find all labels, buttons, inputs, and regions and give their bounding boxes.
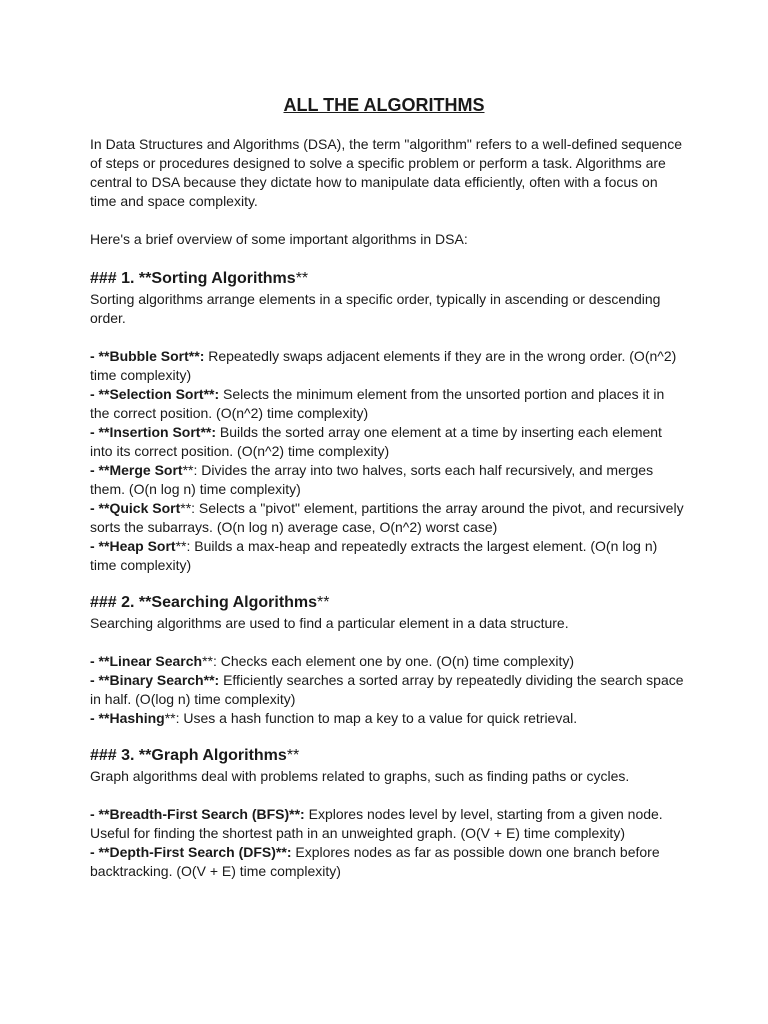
- heading-name: Sorting Algorithms: [151, 270, 296, 287]
- item-marker-close: **:: [164, 710, 180, 726]
- algorithm-description: Builds a max-heap and repeatedly extracts the largest element. (O(n log n) time complexity): [90, 538, 658, 573]
- algorithm-name: Bubble Sort: [109, 348, 189, 364]
- heading-suffix: **: [286, 747, 300, 764]
- item-marker-close: **:: [202, 653, 217, 669]
- item-marker-close: **:: [180, 500, 196, 516]
- intro-paragraph: In Data Structures and Algorithms (DSA), the term "algorithm" refers to a well-defined sequence of steps or procedures designed to solve a specific problem or perform a task. Algorithms are central to DSA because they dictate how to manipulate data efficiently, often with a focus on time and space complexity.: [90, 136, 682, 209]
- overview-paragraph: Here's a brief overview of some important algorithms in DSA:: [90, 231, 468, 247]
- algorithm-name: Binary Search: [109, 672, 204, 688]
- heading-prefix: ### 3. **: [90, 747, 152, 764]
- algorithm-item: [90, 652, 686, 671]
- item-marker: - **: [90, 500, 110, 516]
- item-marker-close: **:: [175, 538, 191, 554]
- algorithm-description: Selects a "pivot" element, partitions the array around the pivot, and recursively sorts the subarrays. (O(n log n) average case, O(n^2) worst case): [90, 500, 684, 535]
- item-marker: - **: [90, 844, 110, 860]
- algorithm-name: Breadth-First Search (BFS): [109, 806, 290, 822]
- algorithm-item: [90, 709, 686, 728]
- heading-name: Graph Algorithms: [151, 747, 287, 764]
- document-body: [90, 135, 686, 898]
- algorithm-description: Builds the sorted array one element at a time by inserting each element into its correct position. (O(n^2) time complexity): [90, 424, 662, 459]
- item-marker: - **: [90, 348, 110, 364]
- item-marker: - **: [90, 538, 110, 554]
- algorithm-item: [90, 843, 686, 881]
- algorithm-name: Hashing: [109, 710, 165, 726]
- algorithm-item: [90, 461, 686, 499]
- item-marker: - **: [90, 424, 110, 440]
- item-marker: - **: [90, 462, 110, 478]
- item-marker-close: **:: [275, 844, 292, 860]
- item-marker-close: **:: [182, 462, 198, 478]
- item-marker-close: **:: [203, 386, 220, 402]
- algorithm-list: [90, 805, 686, 881]
- algorithm-item: [90, 347, 686, 385]
- item-marker-close: **:: [289, 806, 305, 822]
- item-marker: - **: [90, 710, 110, 726]
- algorithm-item: [90, 385, 686, 423]
- algorithm-item: [90, 671, 686, 709]
- algorithm-description: Selects the minimum element from the unsorted portion and places it in the correct position. (O(n^2) time complexity): [90, 386, 665, 421]
- heading-suffix: **: [317, 594, 330, 611]
- algorithm-item: [90, 805, 686, 843]
- algorithm-name: Selection Sort: [109, 386, 204, 402]
- algorithm-description: Checks each element one by one. (O(n) time complexity): [216, 653, 575, 669]
- algorithm-list: [90, 347, 686, 575]
- sections-container: [90, 268, 686, 881]
- algorithm-list: [90, 652, 686, 728]
- algorithm-name: Linear Search: [109, 653, 203, 669]
- algorithm-name: Merge Sort: [109, 462, 183, 478]
- algorithm-description: Explores nodes as far as possible down one branch before backtracking. (O(V + E) time complexity): [90, 844, 660, 879]
- algorithm-name: Quick Sort: [109, 500, 181, 516]
- section-heading: [90, 745, 686, 767]
- item-marker: - **: [90, 806, 110, 822]
- section-description: Searching algorithms are used to find a particular element in a data structure.: [90, 615, 569, 631]
- page-title: ALL THE ALGORITHMS: [283, 95, 485, 115]
- item-marker-close: **:: [188, 348, 205, 364]
- item-marker: - **: [90, 672, 110, 688]
- item-marker-close: **:: [200, 424, 217, 440]
- heading-suffix: **: [295, 270, 309, 287]
- algorithm-description: Explores nodes level by level, starting from a given node. Useful for finding the shortest path in an unweighted graph. (O(V + E) time complexity): [90, 806, 663, 841]
- section-description: Graph algorithms deal with problems related to graphs, such as finding paths or cycles.: [90, 768, 630, 784]
- item-marker: - **: [90, 653, 110, 669]
- algorithm-item: [90, 537, 686, 575]
- heading-name: Searching Algorithms: [151, 594, 318, 611]
- algorithm-item: [90, 423, 686, 461]
- algorithm-item: [90, 499, 686, 537]
- algorithm-name: Heap Sort: [109, 538, 176, 554]
- heading-prefix: ### 1. **: [90, 270, 152, 287]
- algorithm-description: Repeatedly swaps adjacent elements if they are in the wrong order. (O(n^2) time complexity): [90, 348, 677, 383]
- item-marker: - **: [90, 386, 110, 402]
- section-heading: [90, 592, 686, 614]
- algorithm-description: Uses a hash function to map a key to a value for quick retrieval.: [179, 710, 578, 726]
- heading-prefix: ### 2. **: [90, 594, 152, 611]
- section-description: Sorting algorithms arrange elements in a specific order, typically in ascending or descending order.: [90, 291, 661, 326]
- algorithm-name: Insertion Sort: [109, 424, 201, 440]
- algorithm-description: Efficiently searches a sorted array by repeatedly dividing the search space in half. (O(log n) time complexity): [90, 672, 684, 707]
- item-marker-close: **:: [203, 672, 220, 688]
- algorithm-description: Divides the array into two halves, sorts each half recursively, and merges them. (O(n log n) time complexity): [90, 462, 654, 497]
- section-heading: [90, 268, 686, 290]
- algorithm-name: Depth-First Search (DFS): [109, 844, 276, 860]
